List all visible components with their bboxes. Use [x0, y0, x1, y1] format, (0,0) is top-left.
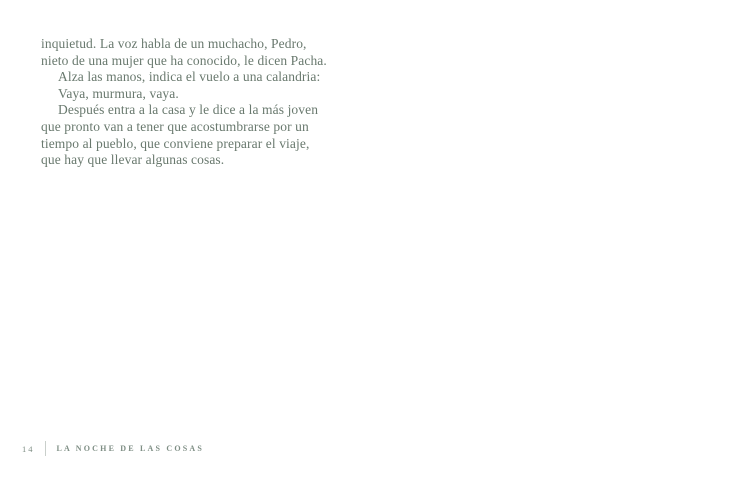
- body-text: [41, 36, 331, 169]
- page-footer: [22, 440, 204, 457]
- text-line: Alza las manos, indica el vuelo a una calandria:: [58, 69, 321, 85]
- footer-divider: [45, 441, 46, 456]
- text-line: inquietud. La voz habla de un muchacho, Pedro,: [41, 36, 307, 51]
- text-line: que hay que llevar algunas cosas.: [41, 152, 225, 168]
- text-line: Después entra a la casa y le dice a la más joven: [58, 102, 319, 118]
- running-title: LA NOCHE DE LAS COSAS: [56, 444, 205, 453]
- page-number: 14: [22, 443, 35, 454]
- text-line: Vaya, murmura, vaya.: [58, 85, 179, 101]
- text-line: tiempo al pueblo, que conviene preparar el viaje,: [41, 135, 310, 151]
- text-line: nieto de una mujer que ha conocido, le dicen Pacha.: [41, 52, 327, 68]
- text-line: que pronto van a tener que acostumbrarse por un: [41, 118, 309, 134]
